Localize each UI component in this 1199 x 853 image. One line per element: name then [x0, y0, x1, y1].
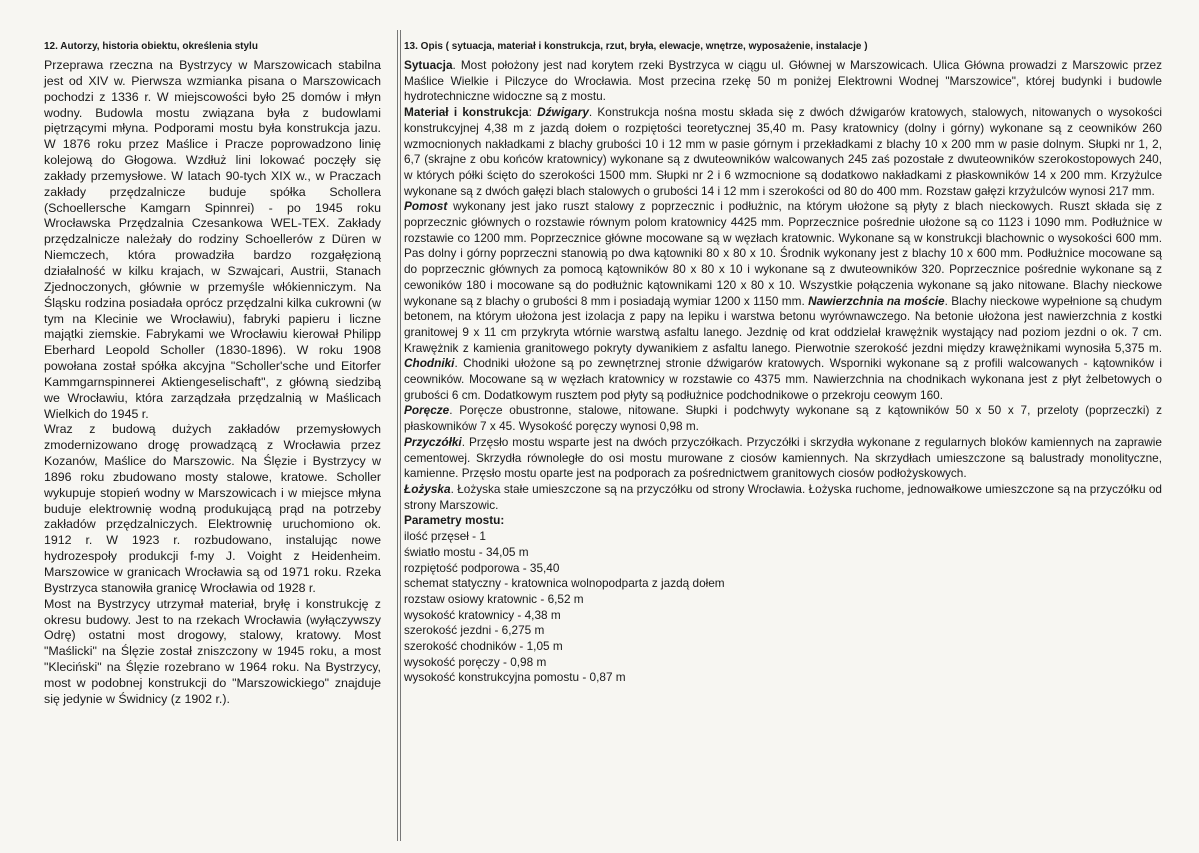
abutments-label: Przyczółki	[404, 434, 462, 449]
parameters-list	[404, 529, 1162, 686]
situation-paragraph	[404, 58, 1162, 105]
description-section	[404, 40, 1162, 686]
parameter-item: szerokość chodników - 1,05 m	[404, 639, 563, 654]
sidewalks-text: . Chodniki ułożone są po zewnętrznej stronie dźwigarów kratowych. Wsporniki wykonane są z profili walcowanych - kątowników i ceowników. Mocowane są w węzłach kratownicy w rozstawie co 4375 mm. Nawierzchnia na chodnikach wykonana jest z płyt żelbetowych o grubości 6 cm. Dodatkowym rusztem pod płyty są podłużnice podchodnikowe o przekroju ceowym 160.	[404, 356, 1162, 402]
history-heading: 12. Autorzy, historia obiektu, określenia stylu	[44, 41, 258, 52]
history-paragraph: Most na Bystrzycy utrzymał materiał, bryłę i konstrukcję z okresu budowy. Jest to na rzekach Wrocławia (wyłączywszy Odrę) ostatni most drogowy, stalowy, kratowy. Most "Maślicki" na Ślęzie został zniszczony w 1945 roku, a most "Kleciński" na Ślęzie rozebrano w 1964 roku. Na Bystrzycy, most w podobnej konstrukcji do "Marszowickiego" znajduje się jedynie w Świdnicy (z 1902 r.).	[44, 596, 381, 706]
girders-text: . Konstrukcja nośna mostu składa się z dwóch dźwigarów kratowych, stalowych, nitowanych o wysokości konstrukcyjnej 4,38 m z jazdą dołem o rozpiętości teoretycznej 35,40 m. Pasy kratownicy (dolny i górny) wykonane są z ceowników 260 wzmocnionych nakładkami z blachy grubości 10 i 12 mm w pasie górnym i przekładkami z blachy 10 x 200 mm w pasie dolnym. Słupki nr 1, 2, 6,7 (skrajne z obu końców kratownicy) wykonane są z dwuteowników walcowanych 245 zaś pozostałe z dwuteowników szerokostopowych 240, w których półki ścięto do szerokości 1500 mm. Słupki nr 2 i 6 wzmocnione są dodatkowo nakładkami z płaskowników 14 x 200 mm. Krzyżulce wykonane są z dwóch gałęzi blach stalowych o grubości 14 i 12 mm i szerokości od 80 do 400 mm. Rozstaw gałęzi krzyżulców wynosi 217 mm.	[404, 105, 1162, 198]
bearings-paragraph	[404, 482, 1162, 513]
parameters-title-colon: :	[500, 513, 505, 528]
railings-paragraph	[404, 403, 1162, 434]
deck-text: wykonany jest jako ruszt stalowy z poprzecznic i podłużnic, na którym ułożone są płyty z blach nieckowych. Ruszt składa się z poprzecznic głównych o rozstawie równym polom kratownicy 4425 mm. Poprzecznice pośrednie ułożone są co 1123 i 1090 mm. Podłużnice w rozstawie co 1200 mm. Poprzecznice główne mocowane są w węzłach kratownic. Wykonane są w konstrukcji blachownic o wysokości 600 mm. Pas dolny i górny poprzeczni stanowią po dwa kątowniki 80 x 80 x 10. Środnik wykonany jest z blachy 10 x 600 mm. Podłużnice mocowane są do poprzecznic głównych za pomocą kątowników 80 x 80 x 10 i wykonane są z dwuteowników 320. Poprzecznice pośrednie wykonane są z cewoników 180 i mocowane są do podłużnic kątownikami 120 x 80 x 10. Wszystkie połączenia wykonane są jako nitowane. Blachy nieckowe wykonane są z blachy o grubości 8 mm i posiadają wymiar 1200 x 1150 mm.	[404, 199, 1162, 308]
situation-text: . Most położony jest nad korytem rzeki Bystrzyca w ciągu ul. Głównej w Marszowicach. Ulica Główna prowadzi z Marszowic przez Maślice Wielkie i Pilczyce do Wrocławia. Most przecina rzekę 50 m poniżej Elektrowni Wodnej "Marszowice", której budynki i budowle hydrotechniczne widoczne są z mostu.	[404, 58, 1162, 104]
description-heading: 13. Opis ( sytuacja, materiał i konstrukcja, rzut, bryła, elewacje, wnętrze, wyposażenie, instalacje )	[404, 41, 868, 52]
history-paragraph: Przeprawa rzeczna na Bystrzycy w Marszowicach stabilna jest od XIV w. Pierwsza wzmianka pisana o Marszowicach pochodzi z 1336 r. W miejscowości było 25 domów i młyn wodny. Budowla mostu związana była z budowlami piętrzącymi młyna. Podporami mostu była konstrukcja jazu. W 1876 roku przez Maślice i Pracze poprowadzono linię kolejową do Głogowa. Wzdłuż lini lokować poczęły się zakłady przemysłowe. W latach 90-tych XIX w., w Praczach zakłady przędzalnicze buduje spółka Schollera (Schoellersche Kamgarn Spinnrei) - po 1945 roku Wrocławska Przędzalnia Czesankowa WEL-TEX. Zakłady przędzalnicze należały do rodziny Schoellerów z Düren w Niemczech, która prowadziła bardzo rozgałęzioną działalność w kilku krajach, w Szwajcari, Austrii, Stanach Zjednoczonych, głównie w przemyśle włókienniczym. Na Śląsku rodzina posiadała oprócz przędzalni kilka cukrowni (w tym na Klecinie we Wrocławiu), fabryki papieru i liczne majątki ziemskie. Fabrykami we Wrocławiu kierował Philipp Eberhard Leopold Scholler (1830-1896). W roku 1908 powołana został spółka akcyjna "Scholler'sche und Eitorfer Kammgarnspinnerei Aktiengeselischaft", z główną siedzibą we Wrocławiu, która zarządzała przędzalnią w Maślicach Wielkich do 1945 r.	[44, 58, 381, 421]
parameter-item: wysokość poręczy - 0,98 m	[404, 654, 547, 669]
abutments-text: . Przęsło mostu wsparte jest na dwóch przyczółkach. Przyczółki i skrzydła wykonane z regularnych bloków kamiennych na zaprawie cementowej. Skrzydła równoległe do osi mostu murowane z ciosów kamiennych. Na skrzydłach umieszczone są balustrady monolityczne, kamienne. Przęsło mostu oparte jest na podporach za pośrednictwem granitowych ciosów podłożyskowych.	[404, 434, 1162, 481]
bearings-label: Łożyska	[404, 481, 451, 496]
railings-label: Poręcze	[404, 403, 450, 418]
parameter-item: wysokość kratownicy - 4,38 m	[404, 607, 561, 622]
deck-paragraph	[404, 199, 1162, 403]
parameters-title	[404, 513, 1162, 529]
railings-text: . Poręcze obustronne, stalowe, nitowane. Słupki i podchwyty wykonane są z kątowników 50 x 50 x 7, przeloty (poprzeczki) z płaskowników 7 x 45. Wysokość poręczy wynosi 0,98 m.	[404, 403, 1162, 434]
surface-text: . Blachy nieckowe wypełnione są chudym betonem, na którym ułożona jest izolacja z papy na lepiku i warstwa betonu wyrównawczego. Na betonie ułożona jest nawierzchnia z kostki granitowej 9 x 11 cm przykryta wtórnie warstwą asfaltu lanego. Jezdnię od krat oddzielał krawężnik wystający nad poziom jezdni o ok. 7 cm. Krawężnik z kamienia granitowego pokryty dywanikiem z asfaltu lanego. Pierwotnie szerokość jezdni między krawężnikami wynosiła 5,375 m.	[404, 293, 1163, 355]
deck-label: Pomost	[404, 199, 448, 214]
parameter-item: ilość przęseł - 1	[404, 529, 486, 544]
situation-label: Sytuacja	[404, 58, 453, 72]
parameter-item: szerokość jezdni - 6,275 m	[404, 623, 545, 638]
history-paragraph: Wraz z budową dużych zakładów przemysłowych zmodernizowano drogę prowadzącą z Wrocławia przez Kozanów, Maślice do Marszowic. Na Ślęzie i Bystrzycy w 1896 roku zbudowano mosty stalowe, kratowe. Scholler wykupuje stopień wodny w Marszowicach i w miejsce młyna buduje elektrownię wodną produkującą prąd na potrzeby zakładów przędzalniczych. Elektrownię uruchomiono ok. 1912 r. W 1923 r. rozbudowano, instalując nowe hydrozespoły produkcji f-my J. Voight z Heidenheim. Marszowice w granicach Wrocławia są od 1971 roku. Rzeka Bystrzyca stanowiła granicę Wrocławia od 1928 r.	[44, 422, 381, 595]
parameters-title-text: Parametry mostu	[404, 513, 501, 528]
parameter-item: rozpiętość podporowa - 35,40	[404, 560, 560, 575]
column-divider	[397, 30, 398, 841]
surface-label: Nawierzchnia na moście	[808, 293, 945, 308]
abutments-paragraph	[404, 435, 1162, 482]
girders-label: Dźwigary	[537, 105, 589, 120]
parameter-item: schemat statyczny - kratownica wolnopodparta z jazdą dołem	[404, 576, 725, 591]
girders-paragraph	[404, 105, 1162, 199]
parameter-item: wysokość konstrukcyjna pomostu - 0,87 m	[404, 670, 626, 685]
parameter-item: światło mostu - 34,05 m	[404, 544, 529, 559]
bearings-text: . Łożyska stałe umieszczone są na przyczółku od strony Wrocławia. Łożyska ruchome, jednowałkowe umieszczone są na przyczółku od strony Marszowic.	[404, 481, 1162, 512]
parameter-item: rozstaw osiowy kratownic - 6,52 m	[404, 591, 584, 606]
history-section	[44, 40, 381, 708]
sidewalks-label: Chodniki	[404, 356, 455, 371]
column-divider-inner	[400, 30, 401, 841]
material-label: Materiał i konstrukcja	[404, 105, 529, 120]
material-separator: :	[528, 105, 538, 120]
